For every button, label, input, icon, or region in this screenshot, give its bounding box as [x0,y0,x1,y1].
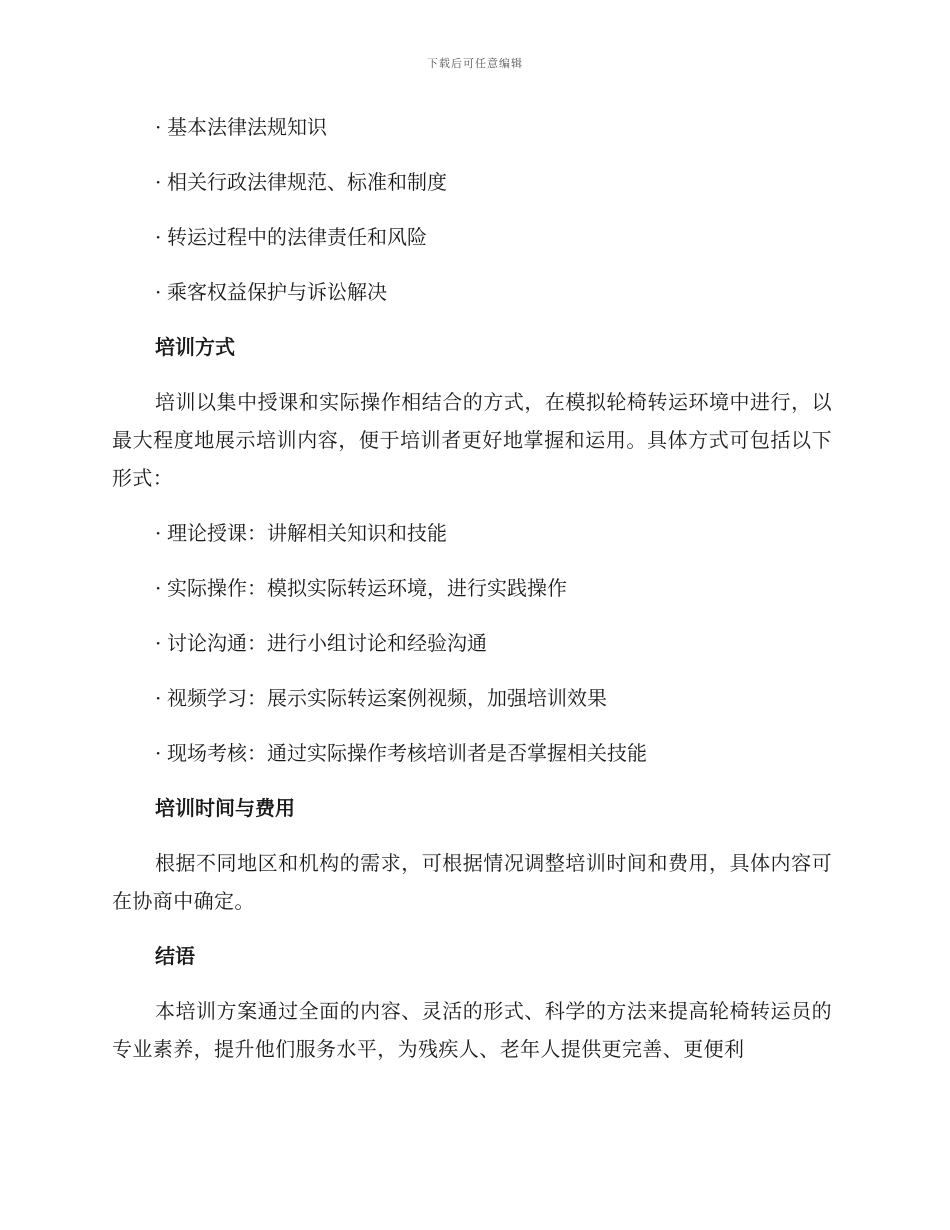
list-item-text: 讨论沟通：进行小组讨论和经验沟通 [167,631,487,655]
list-item-text: 转运过程中的法律责任和风险 [167,225,427,249]
section-heading-time-cost: 培训时间与费用 [155,796,295,820]
list-item-text: 乘客权益保护与诉讼解决 [167,280,387,304]
list-item-text: 视频学习：展示实际转运案例视频，加强培训效果 [167,686,607,710]
method-intro-paragraph: 培训以集中授课和实际操作相结合的方式，在模拟轮椅转运环境中进行，以最大程度地展示培训内容，便于培训者更好地掌握和运用。具体方式可包括以下形式： [112,390,832,490]
bullet-marker: · [155,115,162,139]
list-item [112,514,832,552]
list-item [112,734,832,772]
list-item-text: 现场考核：通过实际操作考核培训者是否掌握相关技能 [167,741,647,765]
list-item [112,624,832,662]
list-item [112,273,832,311]
list-item-text: 实际操作：模拟实际转运环境，进行实践操作 [167,576,567,600]
bullet-marker: · [155,631,162,655]
document-body [112,108,832,1085]
list-item-text: 相关行政法律规范、标准和制度 [167,170,447,194]
section-heading-method: 培训方式 [155,335,235,359]
header-note: 下载后可任意编辑 [427,57,523,70]
list-item [112,108,832,146]
bullet-marker: · [155,170,162,194]
list-item [112,679,832,717]
section-heading-conclusion: 结语 [155,944,195,968]
bullet-marker: · [155,576,162,600]
list-item [112,218,832,256]
bullet-marker: · [155,521,162,545]
conclusion-paragraph: 本培训方案通过全面的内容、灵活的形式、科学的方法来提高轮椅转运员的专业素养，提升他们服务水平，为残疾人、老年人提供更完善、更便利 [112,999,832,1061]
list-item-text: 理论授课：讲解相关知识和技能 [167,521,447,545]
bullet-marker: · [155,225,162,249]
bullet-marker: · [155,280,162,304]
list-item-text: 基本法律法规知识 [167,115,327,139]
list-item [112,163,832,201]
list-item [112,569,832,607]
time-cost-paragraph: 根据不同地区和机构的需求，可根据情况调整培训时间和费用，具体内容可在协商中确定。 [112,851,832,913]
bullet-marker: · [155,741,162,765]
bullet-marker: · [155,686,162,710]
